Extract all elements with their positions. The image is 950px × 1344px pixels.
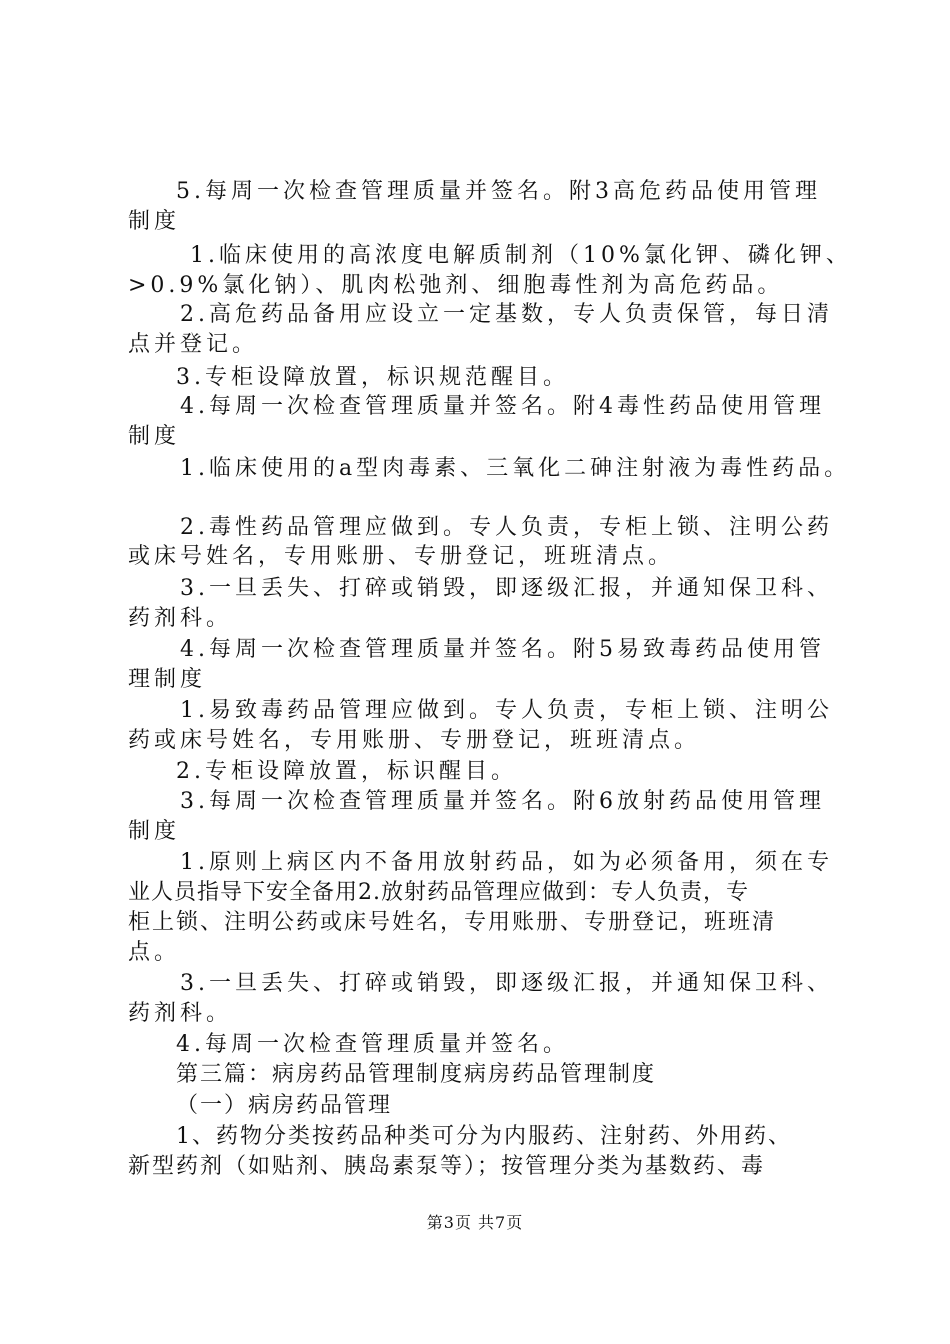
- text-line: 3.专柜设障放置，标识规范醒目。: [176, 365, 569, 390]
- text-line: 制度: [128, 209, 181, 234]
- text-line: 制度: [128, 424, 181, 449]
- text-line: 2.高危药品备用应设立一定基数，专人负责保管，每日清: [180, 302, 833, 327]
- text-line: 业人员指导下安全备用2.放射药品管理应做到：专人负责，专: [128, 880, 749, 905]
- text-line: 1、药物分类按药品种类可分为内服药、注射药、外用药、: [176, 1124, 792, 1149]
- subsection-heading: （一）病房药品管理: [176, 1093, 393, 1118]
- text-line: 5.每周一次检查管理质量并签名。附3高危药品使用管理: [176, 179, 821, 204]
- section-heading: 第三篇：病房药品管理制度病房药品管理制度: [176, 1062, 657, 1087]
- text-line: 制度: [128, 819, 181, 844]
- text-line: 柜上锁、注明公药或床号姓名，专用账册、专册登记，班班清: [128, 910, 777, 935]
- text-line: 药剂科。: [128, 606, 233, 631]
- page-number-footer: 第3页 共7页: [426, 1213, 524, 1232]
- text-line: 3.一旦丢失、打碎或销毁，即逐级汇报，并通知保卫科、: [180, 971, 833, 996]
- text-line: 2.专柜设障放置，标识醒目。: [176, 759, 517, 784]
- text-line: 1.易致毒药品管理应做到。专人负责，专柜上锁、注明公: [180, 698, 833, 723]
- text-line: 新型药剂（如贴剂、胰岛素泵等）；按管理分类为基数药、毒: [128, 1154, 766, 1179]
- text-line: 1.临床使用的a型肉毒素、三氧化二砷注射液为毒性药品。: [180, 456, 851, 481]
- text-line: 药或床号姓名，专用账册、专册登记，班班清点。: [128, 728, 701, 753]
- text-line: 1.临床使用的高浓度电解质制剂（10%氯化钾、磷化钾、: [190, 243, 852, 268]
- text-line: 3.每周一次检查管理质量并签名。附6放射药品使用管理: [180, 789, 825, 814]
- text-line: 点。: [128, 940, 181, 965]
- text-line: 点并登记。: [128, 332, 259, 357]
- text-line: 4.每周一次检查管理质量并签名。: [176, 1032, 569, 1057]
- text-line: 4.每周一次检查管理质量并签名。附4毒性药品使用管理: [180, 394, 825, 419]
- text-line: 3.一旦丢失、打碎或销毁，即逐级汇报，并通知保卫科、: [180, 576, 833, 601]
- text-line: >0.9%氯化钠）、肌肉松弛剂、细胞毒性剂为高危药品。: [128, 273, 784, 298]
- text-line: 药剂科。: [128, 1001, 233, 1026]
- text-line: 4.每周一次检查管理质量并签名。附5易致毒药品使用管: [180, 637, 825, 662]
- text-line: 2.毒性药品管理应做到。专人负责，专柜上锁、注明公药: [180, 515, 833, 540]
- text-line: 或床号姓名，专用账册、专册登记，班班清点。: [128, 544, 675, 569]
- text-line: 理制度: [128, 667, 207, 692]
- text-line: 1.原则上病区内不备用放射药品，如为必须备用，须在专: [180, 850, 833, 875]
